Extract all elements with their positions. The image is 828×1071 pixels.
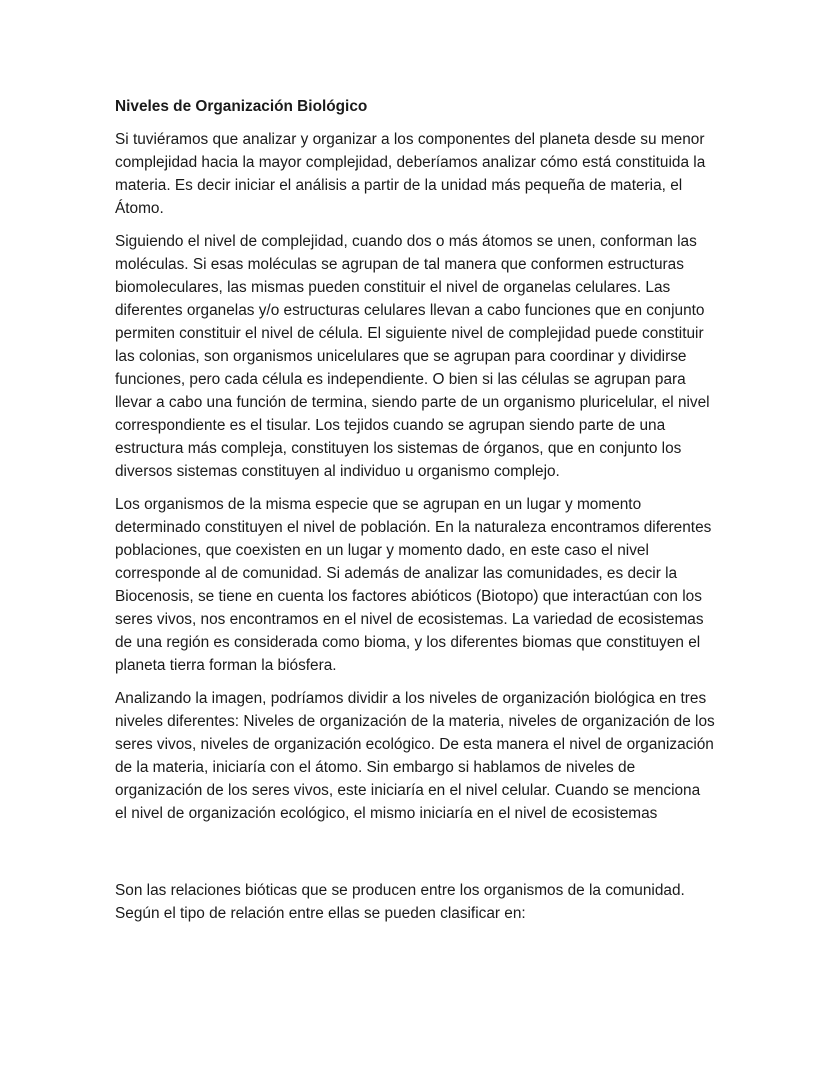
paragraph-complexity: Siguiendo el nivel de complejidad, cuando dos o más átomos se unen, conforman las moléculas. Si esas moléculas se agrupan de tal manera que conformen estructuras biomoleculares, las mismas pueden constituir el nivel de organelas celulares. Las diferentes organelas y/o estructuras celulares llevan a cabo funciones que en conjunto permiten constituir el nivel de célula. El siguiente nivel de complejidad puede constituir las colonias, son organismos unicelulares que se agrupan para coordinar y dividirse funciones, pero cada célula es independiente. O bien si las células se agrupan para llevar a cabo una función de termina, siendo parte de un organismo pluricelular, el nivel correspondiente es el tisular. Los tejidos cuando se agrupan siendo parte de una estructura más compleja, constituyen los sistemas de órganos, que en conjunto los diversos sistemas constituyen al individuo u organismo complejo. xyxy=(115,233,710,480)
document-page xyxy=(115,95,715,935)
paragraph-atom: Si tuviéramos que analizar y organizar a los componentes del planeta desde su menor complejidad hacia la mayor complejidad, deberíamos analizar cómo está constituida la materia. Es decir iniciar el análisis a partir de la unidad más pequeña de materia, el Átomo. xyxy=(115,131,706,217)
document-title: Niveles de Organización Biológico xyxy=(115,98,368,115)
paragraph-analysis: Analizando la imagen, podríamos dividir a los niveles de organización biológica en tres niveles diferentes: Niveles de organización de la materia, niveles de organización de los seres vivos, niveles de organización ecológico. De esta manera el nivel de organización de la materia, iniciaría con el átomo. Sin embargo si hablamos de niveles de organización de los seres vivos, este iniciaría en el nivel celular. Cuando se menciona el nivel de organización ecológico, el mismo iniciaría en el nivel de ecosistemas xyxy=(115,690,715,822)
paragraph-relations: Son las relaciones bióticas que se producen entre los organismos de la comunidad. Según el tipo de relación entre ellas se pueden clasificar en: xyxy=(115,882,685,922)
paragraph-ecology: Los organismos de la misma especie que se agrupan en un lugar y momento determinado constituyen el nivel de población. En la naturaleza encontramos diferentes poblaciones, que coexisten en un lugar y momento dado, en este caso el nivel corresponde al de comunidad. Si además de analizar las comunidades, es decir la Biocenosis, se tiene en cuenta los factores abióticos (Biotopo) que interactúan con los seres vivos, nos encontramos en el nivel de ecosistemas. La variedad de ecosistemas de una región es considerada como bioma, y los diferentes biomas que constituyen el planeta tierra forman la biósfera. xyxy=(115,496,712,674)
blank-gap xyxy=(115,835,715,879)
